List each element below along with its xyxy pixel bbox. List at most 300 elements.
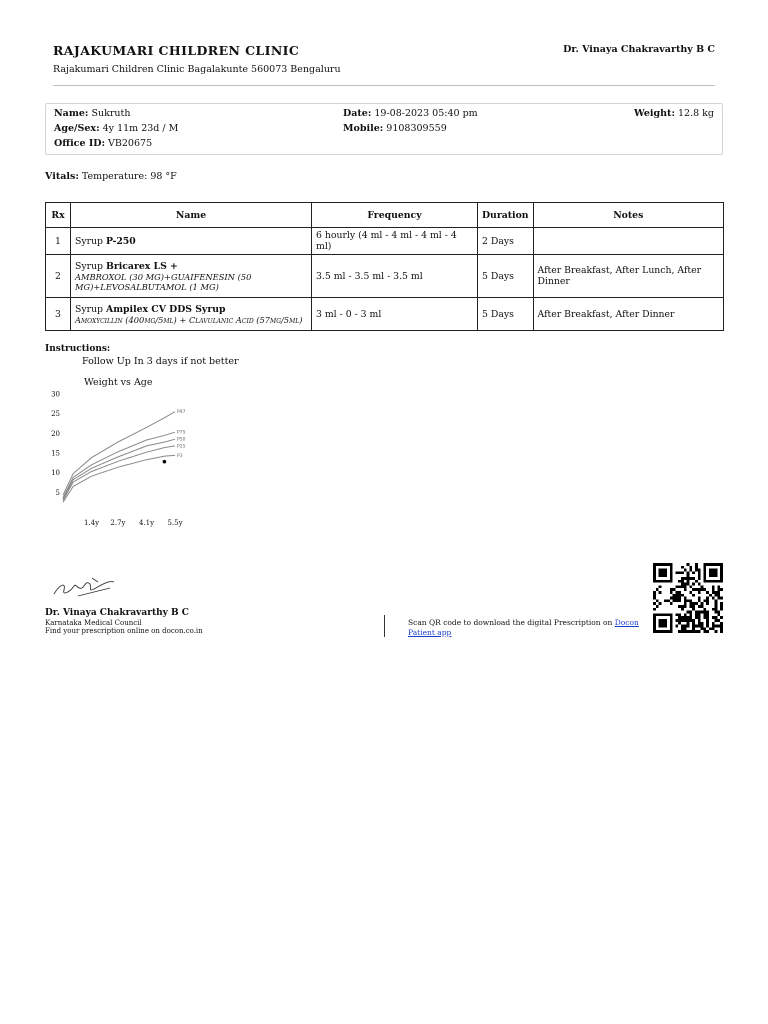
medicine-name: Bricarex LS + [105,260,178,272]
qr-module [684,588,687,591]
qr-module [678,571,681,574]
qr-module [661,630,664,633]
vitals: Vitals: Temperature: 98 °F [45,171,177,182]
visit-date: Date: 19-08-2023 05:40 pm [343,108,478,119]
qr-module [695,613,698,616]
y-tick-label: 30 [51,390,60,399]
qr-module [709,563,712,566]
qr-module [667,580,670,583]
chart-title: Weight vs Age [84,377,153,388]
qr-module [703,574,706,577]
qr-module [684,625,687,628]
qr-module [684,569,687,572]
qr-module [709,627,712,630]
qr-module [698,625,701,628]
qr-module [653,563,656,566]
medicine-composition: AMBROXOL (30 MG)+GUAIFENESIN (50 MG)+LEVOSALBUTAMOL (1 MG) [75,271,252,292]
qr-module [698,616,701,619]
frequency: 3.5 ml - 3.5 ml - 3.5 ml [312,255,478,298]
qr-module [661,580,664,583]
qr-module [689,566,692,569]
qr-module [695,616,698,619]
qr-module [664,574,667,577]
qr-module [715,591,718,594]
qr-module [692,594,695,597]
series-label: P3 [177,453,183,459]
qr-module [692,630,695,633]
qr-module [692,622,695,625]
qr-module [706,563,709,566]
qr-module [670,571,673,574]
duration: 5 Days [478,298,534,331]
qr-module [659,585,662,588]
qr-module [661,574,664,577]
qr-module [701,585,704,588]
qr-module [675,597,678,600]
y-tick-label: 15 [51,449,60,458]
qr-module [720,563,723,566]
table-row [46,255,724,298]
y-tick-label: 10 [51,469,60,478]
qr-module [720,605,723,608]
qr-module [706,613,709,616]
qr-module [689,591,692,594]
docon-app-link[interactable]: Docon Patient app [408,618,639,637]
series-label: P50 [177,437,186,443]
qr-module [659,591,662,594]
notes: After Breakfast, After Lunch, After Dinner [533,255,723,298]
qr-module [715,619,718,622]
qr-module [692,602,695,605]
qr-module [659,602,662,605]
qr-module [701,605,704,608]
qr-module [684,619,687,622]
qr-module [653,630,656,633]
qr-module [689,619,692,622]
patient-mobile: Mobile: 9108309559 [343,123,447,134]
qr-module [656,580,659,583]
qr-module [692,588,695,591]
patient-info-box [45,103,723,155]
qr-module [661,613,664,616]
qr-module [659,625,662,628]
qr-module [681,594,684,597]
qr-module [712,585,715,588]
qr-module [664,569,667,572]
qr-module [703,599,706,602]
x-tick-label: 2.7y [110,519,126,527]
qr-module [656,599,659,602]
col-duration: Duration [478,203,534,228]
qr-module [695,566,698,569]
qr-module [687,599,690,602]
patient-name: Name: Sukruth [54,108,131,119]
clinic-name: RAJAKUMARI CHILDREN CLINIC [53,43,300,58]
qr-module [698,613,701,616]
qr-module [678,585,681,588]
qr-module [698,591,701,594]
qr-module [720,608,723,611]
qr-module [667,599,670,602]
qr-module [698,605,701,608]
qr-module [701,611,704,614]
medicine-form: Syrup [75,235,104,247]
qr-module [670,616,673,619]
qr-module [661,571,664,574]
footer-find-online: Find your prescription online on docon.co.in [45,627,203,635]
qr-module [695,563,698,566]
qr-module [684,605,687,608]
qr-module [684,613,687,616]
patient-agesex: Age/Sex: 4y 11m 23d / M [54,123,179,134]
footer-council: Karnataka Medical Council [45,619,142,627]
qr-module [675,571,678,574]
qr-module [720,597,723,600]
qr-module [706,602,709,605]
qr-module [670,566,673,569]
qr-module [653,622,656,625]
qr-module [681,566,684,569]
qr-module [712,569,715,572]
qr-module [678,599,681,602]
qr-module [653,627,656,630]
qr-module [684,602,687,605]
qr-module [703,608,706,611]
qr-module [695,580,698,583]
qr-module [661,569,664,572]
qr-module [709,580,712,583]
qr-module [667,563,670,566]
qr-module [687,622,690,625]
qr-module [678,613,681,616]
qr-module [664,580,667,583]
qr-module [717,594,720,597]
qr-module [659,630,662,633]
qr-module [715,580,718,583]
qr-module [712,571,715,574]
qr-module [661,563,664,566]
table-row [46,228,724,255]
qr-module [715,611,718,614]
series-label: P25 [177,444,186,450]
qr-module [692,625,695,628]
qr-module [653,574,656,577]
qr-module [703,569,706,572]
patient-office-id: Office ID: VB20675 [54,138,153,149]
qr-module [659,622,662,625]
qr-module [670,613,673,616]
qr-module [653,619,656,622]
qr-module [670,569,673,572]
qr-module [717,619,720,622]
qr-module [670,625,673,628]
qr-module [664,599,667,602]
qr-module [712,597,715,600]
qr-module [703,613,706,616]
notes [533,228,723,255]
qr-module [698,619,701,622]
qr-module [720,622,723,625]
qr-module [681,625,684,628]
qr-module [656,613,659,616]
qr-module [689,616,692,619]
qr-module [670,602,673,605]
qr-module [695,611,698,614]
qr-module [670,574,673,577]
qr-module [670,630,673,633]
qr-module [706,622,709,625]
qr-module [715,571,718,574]
qr-module [717,588,720,591]
y-tick-label: 25 [51,410,60,419]
qr-module [720,630,723,633]
qr-module [712,591,715,594]
x-tick-label: 5.5y [167,519,183,527]
qr-module [706,630,709,633]
qr-module [670,577,673,580]
qr-module [664,622,667,625]
qr-module [715,594,718,597]
instructions-text: Follow Up In 3 days if not better [82,356,239,367]
qr-module [670,580,673,583]
medicine-form: Syrup [75,260,104,272]
qr-module [698,630,701,633]
weight-age-chart [40,388,200,533]
growth-curve-p50 [63,439,175,499]
qr-module [670,597,673,600]
qr-module [703,630,706,633]
qr-module [706,597,709,600]
qr-module [715,630,718,633]
qr-module [703,611,706,614]
qr-module [670,622,673,625]
y-tick-label: 20 [51,429,60,438]
qr-module [689,611,692,614]
qr-module [712,580,715,583]
table-row [46,298,724,331]
qr-module [653,580,656,583]
duration: 5 Days [478,255,534,298]
qr-module [653,616,656,619]
rx-num: 3 [46,298,71,331]
y-tick-label: 5 [55,488,60,497]
medicine-name: P-250 [105,235,136,247]
qr-module [656,630,659,633]
qr-module [681,608,684,611]
qr-module [681,627,684,630]
header-divider [53,85,715,86]
qr-module [715,602,718,605]
qr-module [698,622,701,625]
qr-module [706,580,709,583]
qr-module [706,611,709,614]
medicine-cell [71,255,312,298]
qr-module [720,571,723,574]
qr-module [703,627,706,630]
qr-module [670,591,673,594]
qr-module [709,574,712,577]
qr-module [712,588,715,591]
clinic-address: Rajakumari Children Clinic Bagalakunte 560073 Bengaluru [53,64,341,75]
qr-module [687,611,690,614]
medicine-composition: Amoxycillin (400mg/5ml) + Clavulanic Acid (57mg/5ml) [75,314,303,325]
qr-module [712,574,715,577]
qr-module [706,616,709,619]
rx-num: 1 [46,228,71,255]
qr-module [712,616,715,619]
qr-module [653,613,656,616]
qr-module [689,569,692,572]
medicine-name: Ampilex CV DDS Syrup [105,303,226,315]
qr-module [687,571,690,574]
qr-module [675,585,678,588]
qr-module [659,580,662,583]
qr-module [712,608,715,611]
qr-module [703,566,706,569]
qr-module [659,569,662,572]
qr-module [698,574,701,577]
qr-module [720,566,723,569]
series-label: P97 [177,410,186,416]
qr-module [703,571,706,574]
qr-module [698,588,701,591]
qr-module [684,585,687,588]
qr-module [720,627,723,630]
qr-module [720,574,723,577]
duration: 2 Days [478,228,534,255]
x-tick-label: 1.4y [83,519,100,527]
qr-module [675,619,678,622]
qr-module [684,627,687,630]
qr-module [717,625,720,628]
qr-module [656,605,659,608]
qr-module [675,599,678,602]
qr-module [692,605,695,608]
qr-module [720,577,723,580]
qr-module [687,563,690,566]
qr-module [673,594,676,597]
qr-module [720,588,723,591]
qr-module [653,577,656,580]
qr-module [653,608,656,611]
qr-module [695,588,698,591]
qr-module [698,569,701,572]
qr-module [701,588,704,591]
qr-module [698,597,701,600]
prescription-table [45,202,724,331]
qr-module [664,625,667,628]
qr-module [681,585,684,588]
qr-module [712,625,715,628]
qr-module [695,630,698,633]
qr-module [678,630,681,633]
qr-module [717,597,720,600]
qr-module [698,577,701,580]
qr-module [715,625,718,628]
qr-module [717,611,720,614]
qr-module [661,619,664,622]
qr-module [684,630,687,633]
qr-module [653,591,656,594]
qr-module [673,597,676,600]
qr-module [706,619,709,622]
qr-module [689,585,692,588]
qr-module [653,571,656,574]
qr-module [695,625,698,628]
qr-module [692,583,695,586]
qr-module [698,611,701,614]
qr-module [664,619,667,622]
qr-module [706,625,709,628]
qr-module [653,602,656,605]
qr-module [661,622,664,625]
qr-module [698,571,701,574]
qr-module [712,563,715,566]
qr-module [670,563,673,566]
qr-module [659,563,662,566]
qr-module [670,619,673,622]
footer-divider [384,615,385,637]
qr-module [701,602,704,605]
qr-module [656,563,659,566]
qr-module [687,583,690,586]
notes: After Breakfast, After Dinner [533,298,723,331]
qr-module [715,605,718,608]
qr-module [695,569,698,572]
qr-module [659,571,662,574]
qr-module [681,577,684,580]
qr-module [664,630,667,633]
qr-module [701,625,704,628]
qr-module [687,577,690,580]
qr-module [720,616,723,619]
qr-module [709,594,712,597]
series-label: P75 [177,430,186,436]
qr-module [661,625,664,628]
qr-module [712,622,715,625]
qr-module [698,599,701,602]
qr-module [689,577,692,580]
qr-module [720,602,723,605]
qr-module [717,580,720,583]
qr-module [670,588,673,591]
footer-doctor-name: Dr. Vinaya Chakravarthy B C [45,608,189,618]
qr-module [715,563,718,566]
medicine-cell [71,228,312,255]
qr-module [715,616,718,619]
qr-module [681,619,684,622]
qr-module [717,585,720,588]
qr-module [675,613,678,616]
qr-module [703,616,706,619]
qr-module [715,569,718,572]
qr-module [695,602,698,605]
qr-module [678,597,681,600]
col-notes: Notes [533,203,723,228]
qr-module [681,616,684,619]
medicine-form: Syrup [75,303,104,315]
qr-module [653,597,656,600]
qr-module [717,591,720,594]
qr-module [720,580,723,583]
qr-module [678,594,681,597]
qr-module [670,627,673,630]
qr-module [712,627,715,630]
x-tick-label: 4.1y [138,519,155,527]
qr-module [720,569,723,572]
qr-module [692,571,695,574]
qr-module [709,569,712,572]
